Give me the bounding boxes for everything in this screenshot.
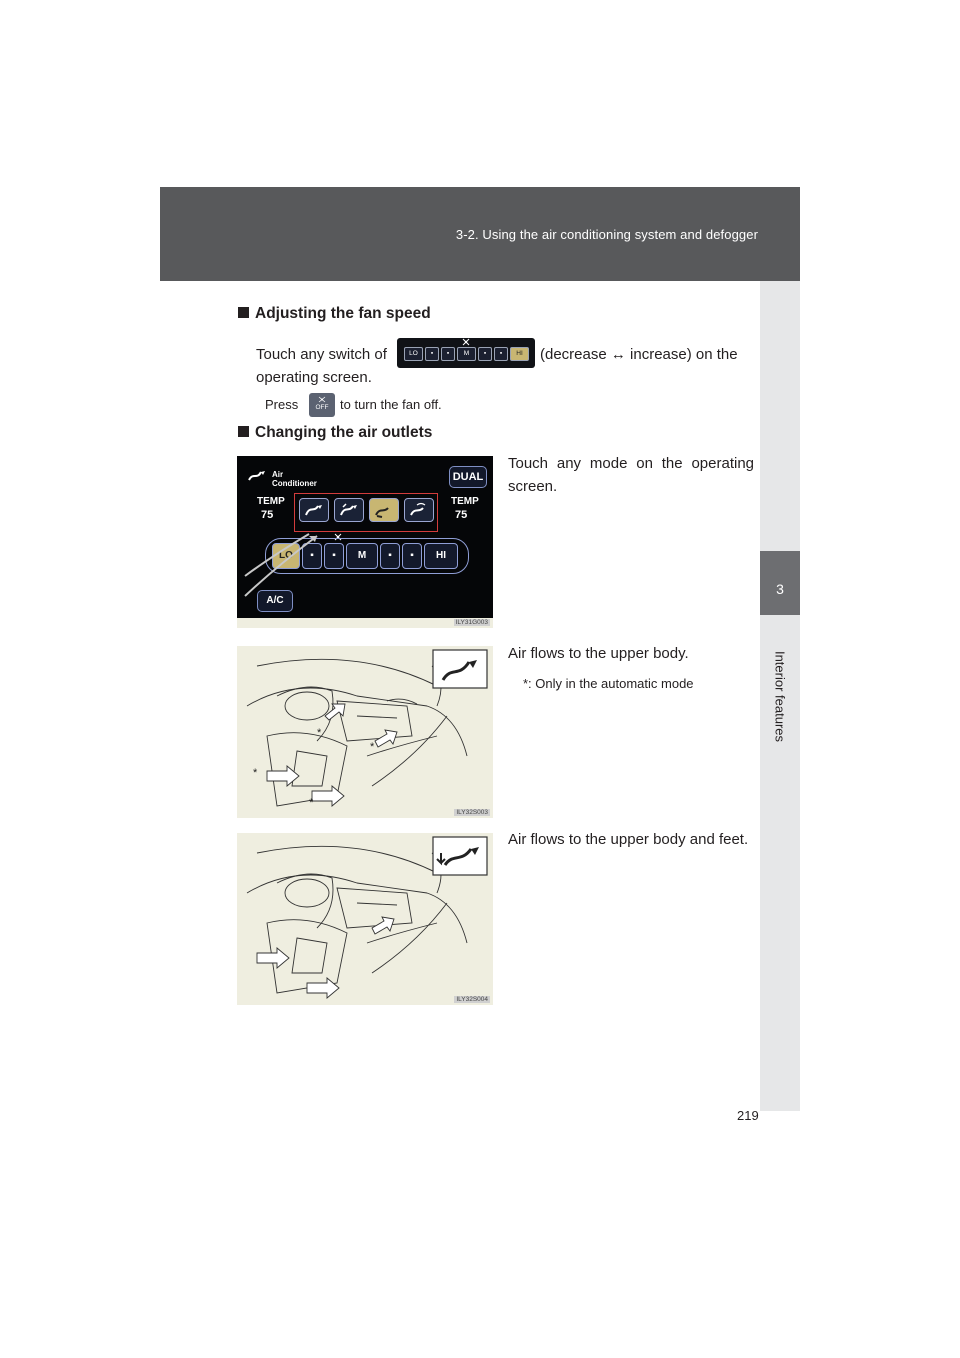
figure-upper-body-feet-airflow	[237, 833, 493, 1005]
figure1-code: ILY31G003	[455, 619, 488, 626]
dashboard-illustration-icon	[237, 646, 493, 818]
strip-seg-m: M	[457, 347, 476, 361]
heading-fan-speed	[238, 305, 431, 323]
chapter-number: 3	[776, 581, 784, 597]
fan-note-before: Press	[265, 397, 299, 412]
temp-right-value: 75	[455, 509, 468, 521]
outlets-item2-text: Air flows to the upper body.	[508, 645, 689, 662]
fan-seg-3: ▪	[380, 543, 400, 569]
heading-air-outlets-text: Changing the air outlets	[255, 424, 433, 441]
bullet-square-icon	[238, 307, 249, 318]
fan-seg-1: ▪	[302, 543, 322, 569]
fan-seg-2: ▪	[324, 543, 344, 569]
figure3-code: ILY32S004	[456, 996, 488, 1003]
strip-seg-3: ▪	[478, 347, 492, 361]
pointer-arrows-icon	[237, 456, 493, 618]
screen-title-line1: Air	[272, 470, 284, 479]
ac-screen	[237, 456, 493, 618]
figure-upper-body-airflow	[237, 646, 493, 818]
strip-seg-lo: LO	[404, 347, 423, 361]
svg-text:*: *	[317, 727, 322, 739]
outlets-item2-note: *: Only in the automatic mode	[523, 676, 694, 691]
temp-left-value: 75	[261, 509, 274, 521]
outlets-item3-text: Air flows to the upper body and feet.	[508, 831, 749, 848]
chapter-header	[160, 187, 800, 281]
fan-speed-strip-image	[397, 338, 535, 368]
chapter-title: 3-2. Using the air conditioning system and defogger	[455, 227, 758, 242]
strip-seg-4: ▪	[494, 347, 508, 361]
strip-seg-hi: HI	[510, 347, 529, 361]
fan-off-label: OFF	[315, 404, 329, 411]
heading-fan-speed-text: Adjusting the fan speed	[255, 305, 431, 322]
chapter-side-tab	[760, 281, 800, 1111]
chapter-side-label-text: Interior features	[772, 650, 788, 743]
bullet-square-icon	[238, 426, 249, 437]
fan-icon	[318, 396, 326, 403]
heading-air-outlets	[238, 424, 432, 442]
dashboard-illustration-icon	[237, 833, 493, 1005]
fan-text-after: (decrease ↔ increase) on the	[540, 346, 738, 363]
fan-text-before: Touch any switch of	[256, 346, 387, 363]
page-number: 219	[737, 1108, 759, 1123]
fan-seg-hi: HI	[424, 543, 458, 569]
fan-seg-m: M	[346, 543, 378, 569]
figure2-code: ILY32S003	[456, 809, 488, 816]
svg-text:*: *	[309, 797, 314, 809]
fan-text-line2: operating screen.	[256, 369, 372, 386]
chapter-side-label	[772, 637, 788, 757]
fan-seg-4: ▪	[402, 543, 422, 569]
strip-seg-1: ▪	[425, 347, 439, 361]
figure-operating-screen	[237, 456, 493, 628]
temp-left-label: TEMP	[257, 496, 285, 507]
strip-seg-2: ▪	[441, 347, 455, 361]
fan-off-button-image	[309, 393, 335, 417]
svg-text:*: *	[370, 741, 375, 753]
fan-note-after: to turn the fan off.	[340, 397, 442, 412]
svg-text:*: *	[253, 767, 258, 779]
ac-button: A/C	[257, 590, 293, 612]
dual-button: DUAL	[449, 466, 487, 488]
screen-title-line2: Conditioner	[272, 479, 317, 488]
temp-right-label: TEMP	[451, 496, 479, 507]
fan-seg-lo: LO	[272, 543, 300, 569]
outlets-item1-text: Touch any mode on the operating screen.	[508, 455, 754, 495]
fan-icon	[461, 338, 471, 346]
